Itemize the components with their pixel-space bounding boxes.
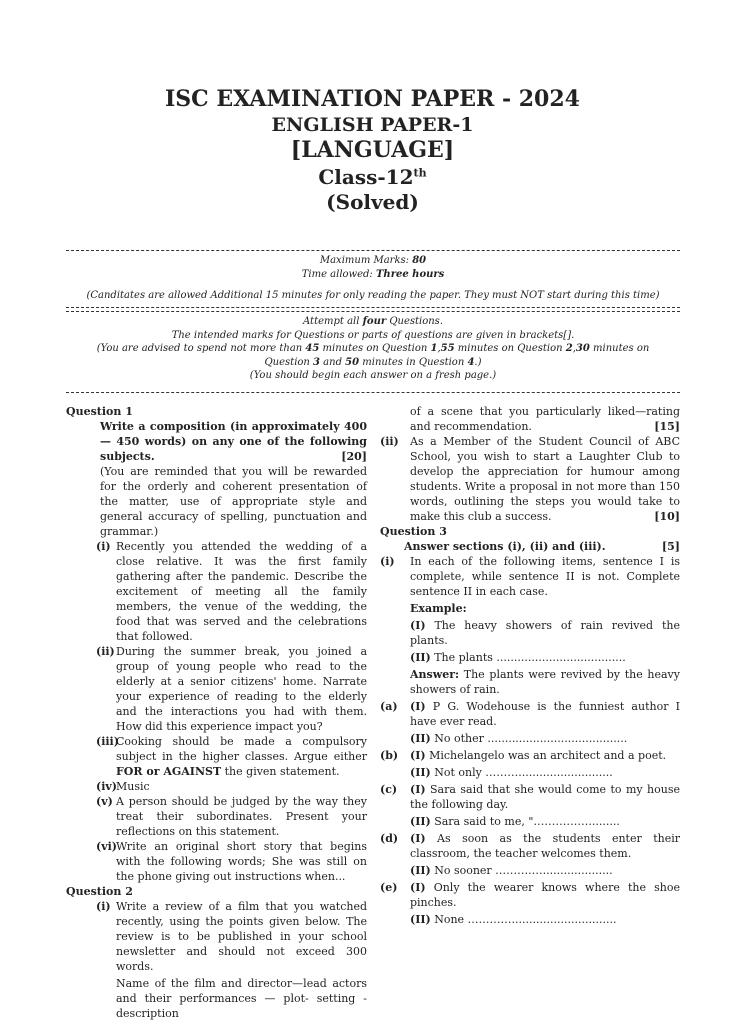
divider	[66, 307, 680, 308]
q1-item: (iii) Cooking should be made a compulsory subject in the higher classes. Argue either FOR or AGAINST the given statement.	[96, 735, 367, 778]
left-column	[66, 404, 367, 1021]
question-3-heading: Question 3	[380, 525, 447, 538]
q1-item: (iv) Music	[96, 780, 150, 793]
section-title: [LANGUAGE]	[290, 137, 455, 164]
q2-item-1: (i) Write a review of a film that you watched recently, using the points given below. The review is to be published in your school newsletter and should not exceed 300 words.	[96, 900, 367, 973]
q3-instruction: Answer sections (i), (ii) and (iii). [5]	[404, 540, 680, 553]
time-allowed: Time allowed: Three hours	[301, 268, 445, 280]
example-sentence-1: (I) The heavy showers of rain revived the plants.	[410, 619, 680, 647]
q2-item-1-marks: [15]	[654, 420, 680, 433]
marks-time-block	[66, 254, 680, 281]
max-marks: Maximum Marks: 80	[319, 255, 427, 266]
example-sentence-2: (II) The plants .....................................	[410, 651, 626, 664]
question-1-heading: Question 1	[66, 405, 133, 418]
exam-title: ISC EXAMINATION PAPER - 2024	[165, 86, 580, 112]
q3-part: (d) (I) As soon as the students enter their classroom, the teacher welcomes them. (II) No sooner ……….…....................	[380, 832, 681, 877]
q1-marks: [20]	[341, 450, 367, 463]
example-answer: Answer: The plants were revived by the heavy showers of rain.	[410, 668, 680, 696]
q1-item: (v) A person should be judged by the way they treat their subordinates. Present your reflections on this statement.	[96, 795, 367, 838]
question-2-heading: Question 2	[66, 885, 133, 898]
q2-item-1-points-start: Name of the film and director—lead actors and their performances — plot- setting - description	[116, 977, 367, 1020]
divider	[66, 311, 680, 312]
divider	[66, 250, 680, 251]
right-column	[380, 404, 680, 929]
q1-instruction: Write a composition (in approximately 400— 450 words) on any one of the following subjects. [20]	[100, 420, 367, 463]
fresh-page-note: (You should begin each answer on a fresh page.)	[249, 370, 497, 381]
divider	[66, 392, 680, 393]
q3-part: (a) (I) P G. Wodehouse is the funniest author I have ever read. (II) No other ........................................	[380, 700, 680, 745]
example-label: Example:	[410, 602, 467, 615]
advice-line-2: Question 3 and 50 minutes in Question 4.)	[264, 356, 482, 368]
instructions-block	[66, 315, 680, 383]
reading-note: (Canditates are allowed Additional 15 minutes for only reading the paper. They must NOT start during this time)	[86, 290, 660, 301]
q1-item: (ii) During the summer break, you joined a group of young people who read to the elderly at a senior citizens' home. Narrate your experience of reading to the elderly and the interactions you had with them. How did this experience impact you?	[96, 645, 367, 733]
q3-part: (c) (I) Sara said that she would come to my house the following day. (II) Sara said to me, "…………….........	[380, 783, 680, 828]
advice-line-1: (You are advised to spend not more than 45 minutes on Question 1,55 minutes on Question 2,30 minutes on	[96, 343, 650, 354]
q3-part: (b) (I) Michelangelo was an architect and a poet. (II) Not only ………...........................	[380, 749, 667, 779]
q2-item-1-points-end: of a scene that you particularly liked—rating and recommendation. [15]	[410, 405, 680, 433]
q1-item: (i) Recently you attended the wedding of a close relative. It was the first family gathering after the pandemic. Describe the excitement of meeting all the family members, the venue of the wedding, the food that was served and the celebrations that followed.	[96, 540, 367, 643]
q1-reminder: (You are reminded that you will be rewarded for the orderly and coherent presentation of the matter, use of appropriate style and general accuracy of spelling, punctuation and grammar.)	[100, 465, 367, 538]
paper-title: ENGLISH PAPER-1	[271, 113, 474, 136]
q1-item: (vi) Write an original short story that begins with the following words; She was still on the phone giving out instructions when...	[96, 840, 367, 883]
marks-note: The intended marks for Questions or parts of questions are given in brackets[].	[171, 329, 575, 341]
q2-item-2: (ii) As a Member of the Student Council of ABC School, you wish to start a Laughter Club to develop the appreciation for humour among students. Write a proposal in not more than 150 words, outlining the steps you would take to make this club a success. [10]	[380, 435, 680, 523]
q3-item: (i) In each of the following items, sentence I is complete, while sentence II is not. Complete sentence II in each case.	[380, 555, 680, 598]
page-header	[0, 86, 745, 215]
q3-part: (e) (I) Only the wearer knows where the shoe pinches. (II) None …………..............................	[380, 881, 680, 926]
solved-label: (Solved)	[326, 189, 419, 214]
attempt-note: Attempt all four Questions.	[303, 316, 443, 327]
class-title: Class-12th	[318, 164, 427, 189]
